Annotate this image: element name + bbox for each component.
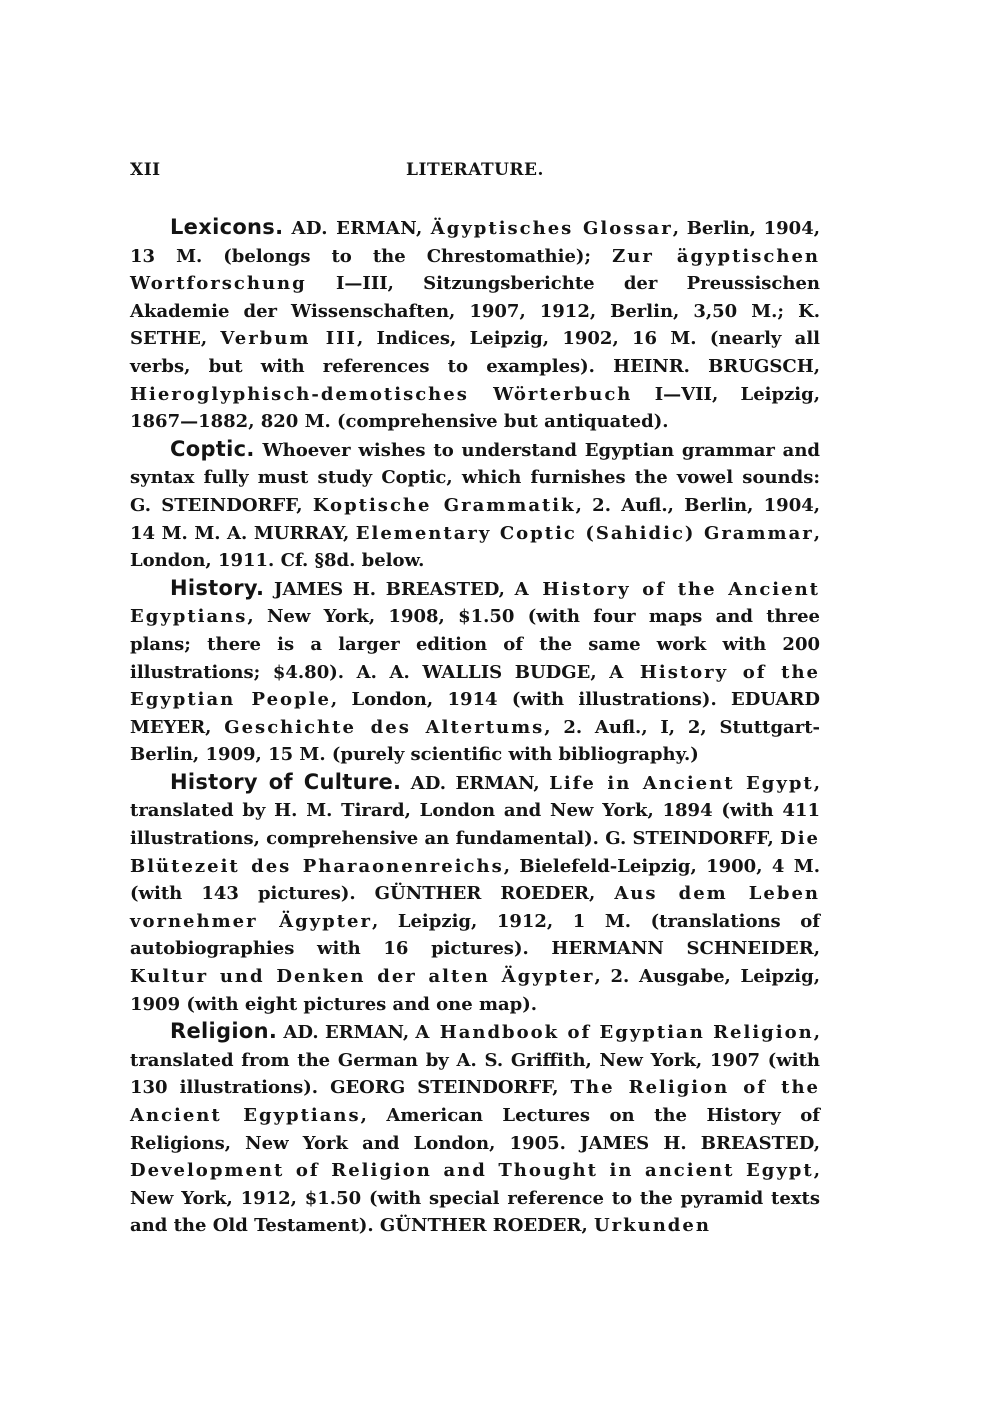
work-title: A Handbook of Egyptian Religion bbox=[415, 1022, 814, 1044]
citation-text: , translated by H. M. Tirard, London and New York, 1894 (with 411 illustrations, comprehensive an fundamental). G. STEINDORFF, bbox=[130, 772, 820, 850]
section-heading: History of Culture. bbox=[170, 769, 402, 794]
work-title: Kultur und Denken der alten Ägypter bbox=[130, 966, 595, 988]
work-title: Urkunden bbox=[593, 1215, 711, 1237]
citation-text: , New York, 1908, $1.50 (with four maps and three plans; there is a larger edition of the same work with 200 illustrations; $4.80). A. A. WALLIS BUDGE, bbox=[130, 606, 820, 683]
work-title: Geschichte des Altertums bbox=[224, 716, 545, 738]
work-title: Elementary Coptic (Sahidic) Grammar bbox=[355, 522, 814, 544]
citation-text: , Indices, Leipzig, 1902, 16 M. (nearly all verbs, but with references to examples). HEINR. BRUGSCH, bbox=[130, 328, 821, 377]
citation-text: , 2. Aufl., I, 2, Stuttgart-Berlin, 1909, 15 M. (purely scientific with bibliography.) bbox=[130, 716, 820, 766]
section-heading: Lexicons. bbox=[170, 215, 284, 239]
citation-text: , American Lectures on the History of Religions, New York and London, 1905. JAMES H. BREASTED, bbox=[130, 1105, 821, 1154]
section-coptic bbox=[130, 436, 820, 575]
citation-text: AD. ERMAN, bbox=[277, 1022, 416, 1044]
work-title: A History of the Egyptian People bbox=[130, 661, 820, 711]
citation-text: , 2. Ausgabe, Leipzig, 1909 (with eight pictures and one map). bbox=[130, 966, 820, 1015]
work-title: Hieroglyphisch-demotisches Wörterbuch bbox=[130, 383, 633, 405]
citation-text: , Bielefeld-Leipzig, 1900, 4 M. (with 143 pictures). GÜNTHER ROEDER, bbox=[130, 855, 820, 905]
work-title: Development of Religion and Thought in ancient Egypt bbox=[130, 1160, 814, 1182]
citation-text: , New York, 1912, $1.50 (with special reference to the pyramid texts and the Old Testament). GÜNTHER ROEDER, bbox=[130, 1160, 820, 1237]
work-title: Life in Ancient Egypt bbox=[549, 772, 814, 794]
work-title: Die Blütezeit des Pharaonenreichs bbox=[130, 828, 820, 877]
section-heading: History. bbox=[170, 575, 265, 600]
section-history bbox=[130, 575, 820, 769]
work-title: Koptische Grammatik bbox=[312, 494, 576, 516]
section-religion bbox=[130, 1018, 820, 1240]
work-title: The Religion of the Ancient Egyptians bbox=[130, 1077, 820, 1126]
citation-text: Whoever wishes to understand Egyptian grammar and syntax fully must study Coptic, which furnishes the vowel sounds: G. STEINDORFF, bbox=[130, 439, 820, 516]
section-lexicons bbox=[130, 214, 820, 436]
citation-text: , 2. Aufl., Berlin, 1904, 14 M. M. A. MURRAY, bbox=[130, 494, 821, 544]
citation-text: AD. ERMAN, bbox=[401, 772, 550, 794]
citation-text: , Leipzig, 1912, 1 M. (translations of autobiographies with 16 pictures). HERMANN SCHNEIDER, bbox=[130, 910, 821, 960]
work-title: Ägyptisches Glossar bbox=[430, 218, 673, 239]
work-title: Zur ägyptischen Wortforschung bbox=[130, 245, 820, 295]
section-history-of-culture bbox=[130, 769, 820, 1018]
running-head bbox=[130, 160, 820, 186]
book-page bbox=[130, 160, 820, 1240]
work-title: Aus dem Leben vornehmer Ägypter bbox=[130, 883, 820, 932]
body-text bbox=[130, 214, 820, 1240]
citation-text: JAMES H. BREASTED, bbox=[264, 578, 515, 600]
section-heading: Religion. bbox=[170, 1019, 278, 1044]
work-title: Verbum III bbox=[220, 328, 357, 350]
work-title: A History of the Ancient Egyptians bbox=[130, 578, 820, 628]
citation-text: , translated from the German by A. S. Griffith, New York, 1907 (with 130 illustrations). GEORG STEINDORFF, bbox=[130, 1022, 820, 1099]
citation-text: , London, 1911. Cf. §8d. below. bbox=[130, 522, 820, 572]
running-title: LITERATURE. bbox=[406, 160, 544, 180]
citation-text: , Berlin, 1904, 13 M. (belongs to the Chrestomathie); bbox=[130, 218, 820, 267]
page-number: XII bbox=[130, 160, 161, 180]
citation-text: I—III, Sitzungsberichte der Preussischen Akademie der Wissenschaften, 1907, 1912, Berlin, 3,50 M.; K. SETHE, bbox=[130, 273, 820, 350]
citation-text: , London, 1914 (with illustrations). EDUARD MEYER, bbox=[130, 689, 820, 738]
section-heading: Coptic. bbox=[170, 436, 255, 461]
citation-text: I—VII, Leipzig, 1867—1882, 820 M. (comprehensive but antiquated). bbox=[130, 383, 820, 433]
citation-text: AD. ERMAN, bbox=[283, 218, 431, 239]
